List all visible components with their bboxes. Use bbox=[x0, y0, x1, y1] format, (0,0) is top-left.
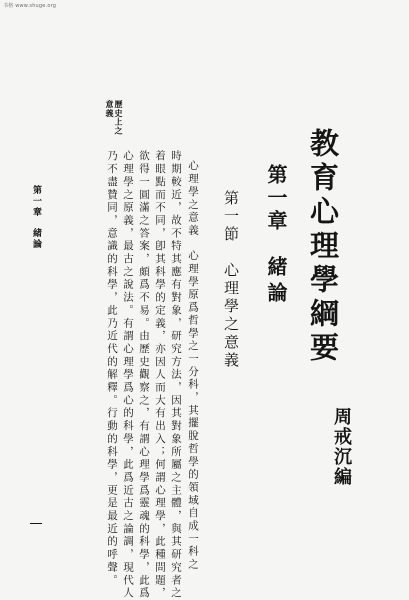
margin-note: 意義 bbox=[105, 100, 115, 118]
section-number: 第一節 bbox=[222, 190, 240, 244]
author-name: 周戒沉編 bbox=[331, 407, 352, 487]
body-column: 乃不盡贊同，意識的科學，此乃近代的解釋。行動的科學，更是最近的呼聲。 bbox=[106, 150, 118, 587]
running-head-title: 緒論 bbox=[31, 228, 41, 250]
section-heading bbox=[222, 190, 240, 370]
running-head-chapter: 第一章 bbox=[31, 185, 41, 218]
running-head bbox=[30, 185, 41, 250]
body-column: 心理學之原義，最古之說法。有謂心理學爲心的科學，此爲近古之論調，現代人 bbox=[122, 150, 134, 600]
body-column: 心理學之意義 心理學原爲哲學之一分科，其擺脫哲學的領域自成一科之 bbox=[187, 160, 199, 572]
watermark-text: 书格 www.shuge.org bbox=[3, 3, 57, 9]
chapter-title: 緒論 bbox=[264, 256, 288, 308]
body-column: 時期較近，故不特其應有對象，研究方法，因其對象所屬之主體，與其研究者之 bbox=[170, 150, 182, 600]
body-column: 着眼點而不同，卽其科學的定義，亦因人而大有出入；何謂心理學，此種問題， bbox=[154, 150, 166, 600]
body-column: 欲得一圓滿之答案，頗爲不易。由歷史觀察之，有謂心理學爲靈魂的科學，此爲 bbox=[138, 150, 150, 600]
section-title: 心理學之意義 bbox=[222, 262, 240, 370]
book-title: 教育心理學綱要 bbox=[306, 128, 340, 366]
chapter-number: 第一章 bbox=[264, 164, 288, 233]
page-number bbox=[30, 523, 42, 524]
margin-note: 歷史上之 bbox=[114, 100, 124, 136]
